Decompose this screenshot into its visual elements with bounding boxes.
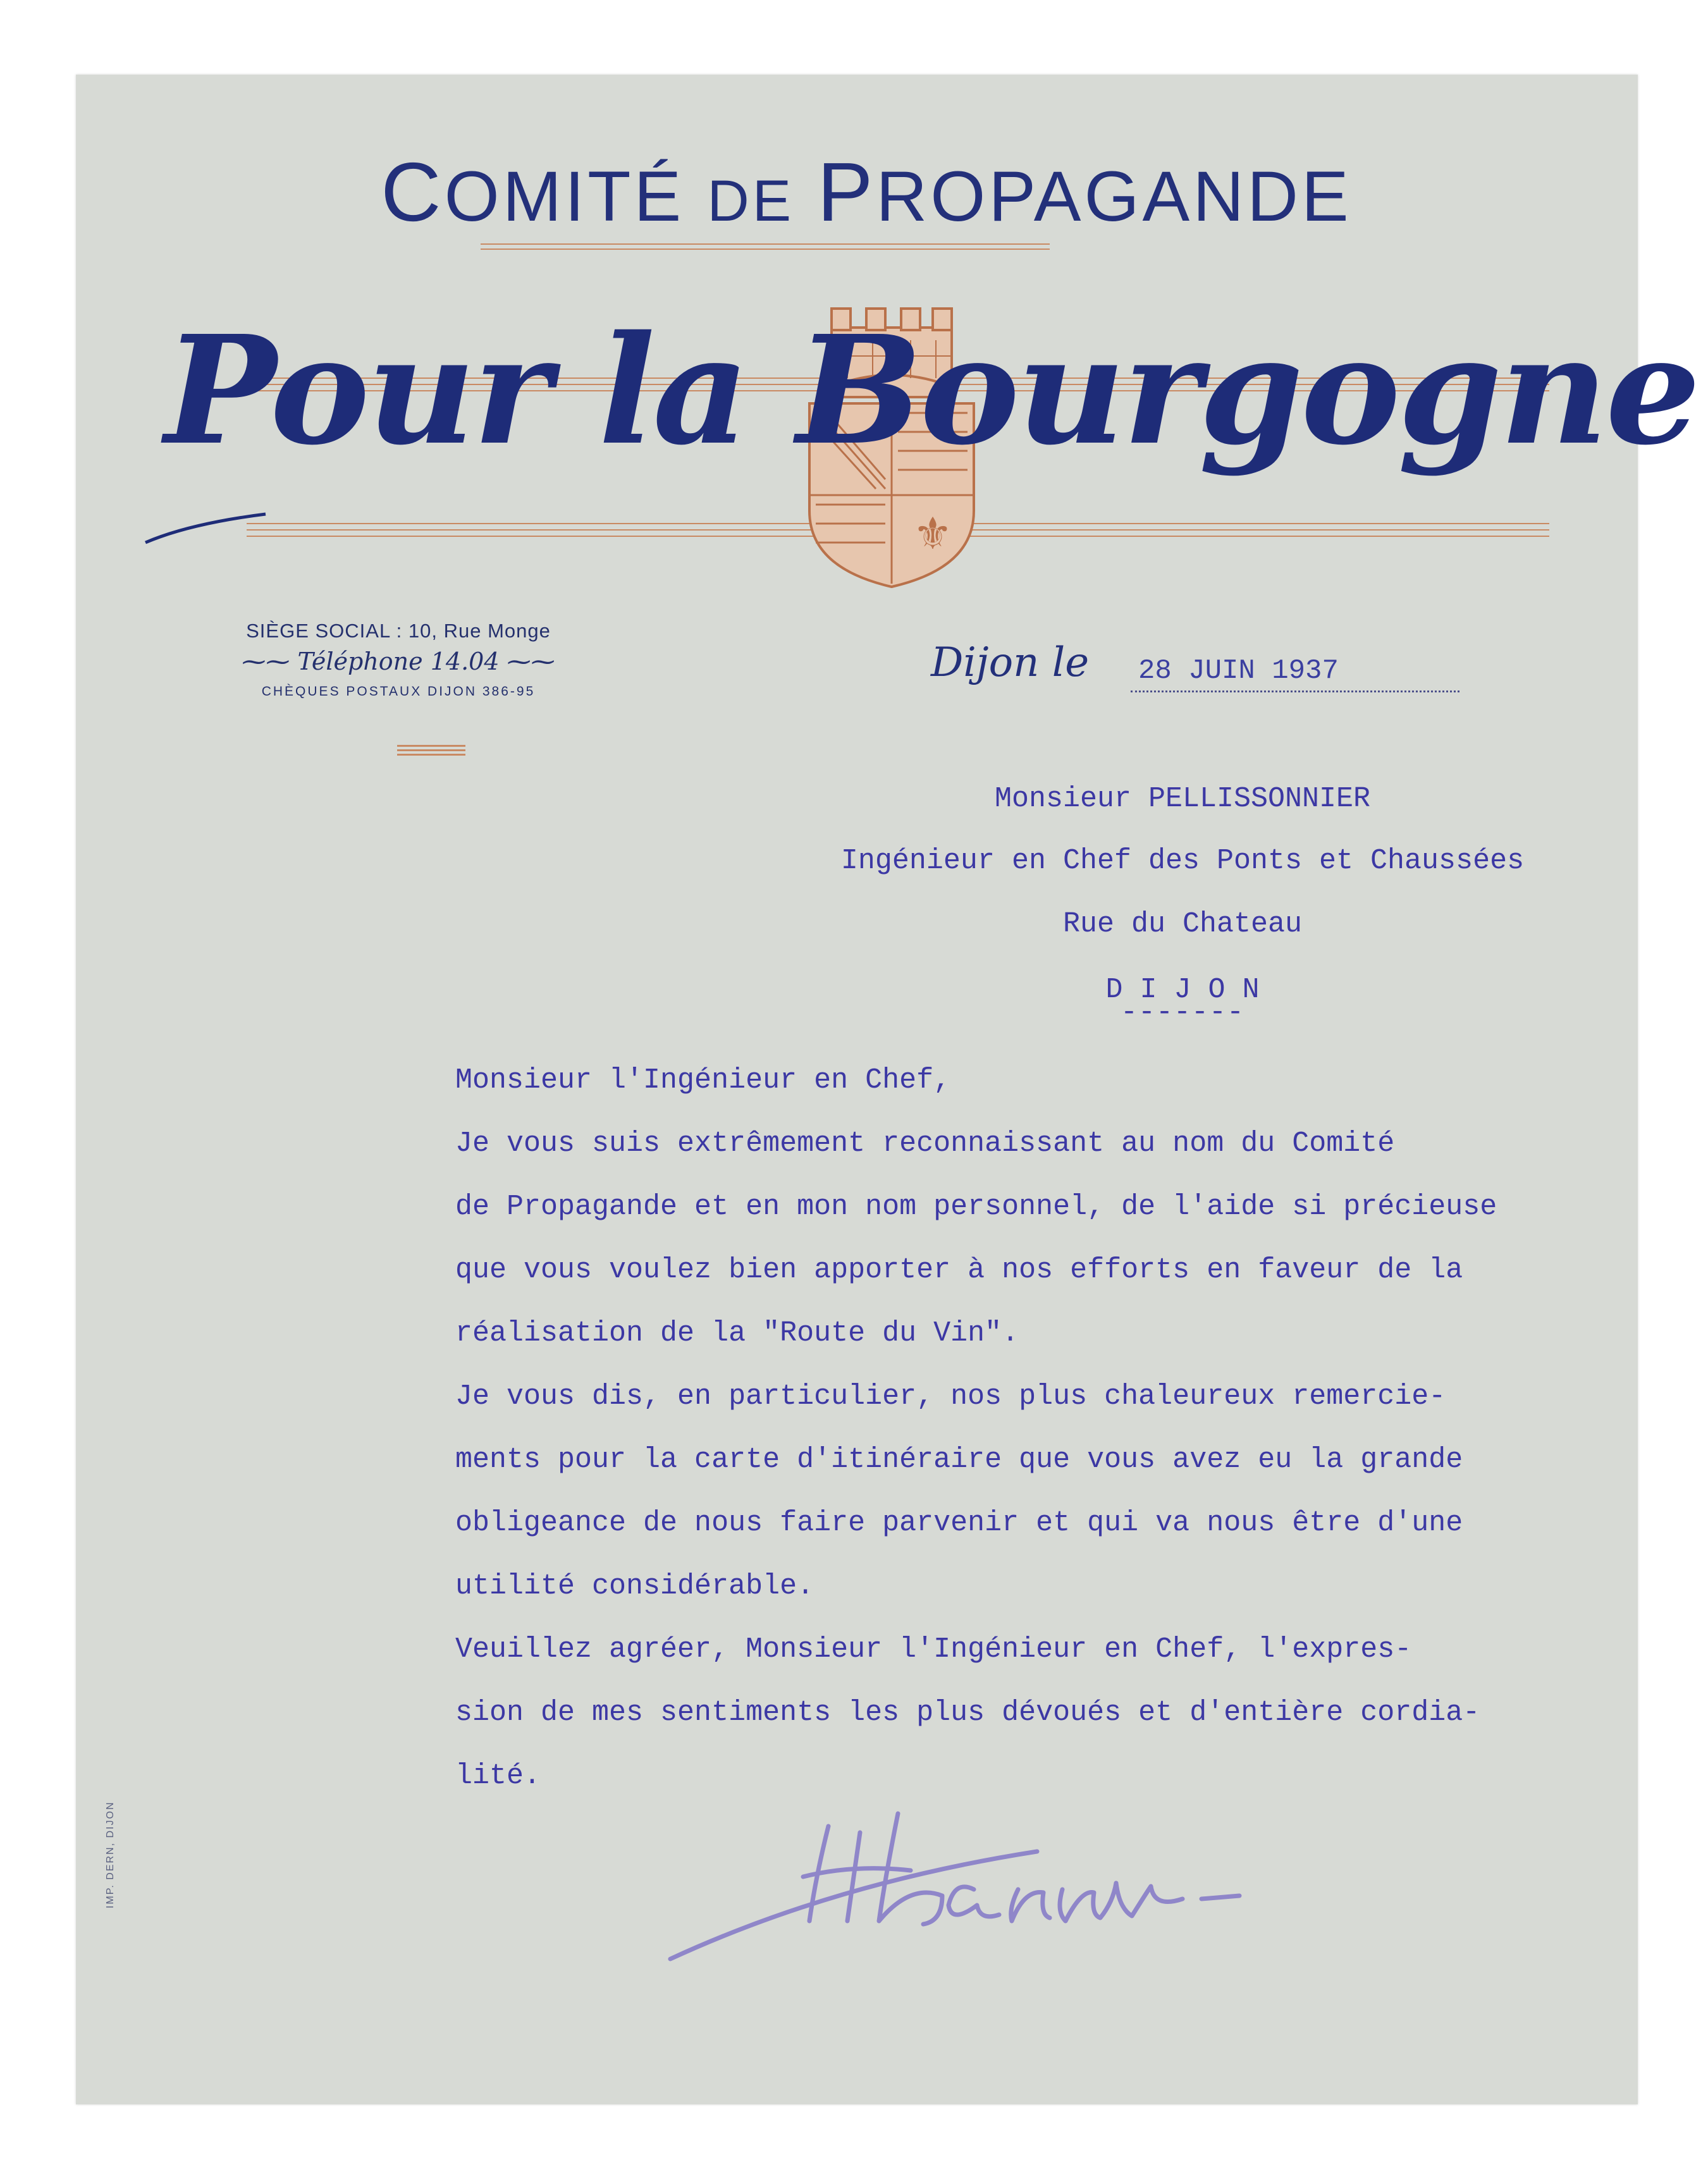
cheques-postaux: CHÈQUES POSTAUX DIJON 386-95 bbox=[261, 684, 536, 699]
recipient-name: Monsieur PELLISSONNIER bbox=[994, 783, 1371, 815]
svg-text:⚜: ⚜ bbox=[912, 508, 953, 560]
body-line: sion de mes sentiments les plus dévoués et d'entière cordia- bbox=[455, 1697, 1480, 1729]
recipient-street: Rue du Chateau bbox=[1062, 908, 1303, 940]
letterhead-script-title: Pour la Bourgogne bbox=[164, 302, 1699, 478]
body-line: lité. bbox=[455, 1760, 541, 1792]
body-line: réalisation de la "Route du Vin". bbox=[455, 1317, 1019, 1349]
orange-mark-ornament bbox=[397, 744, 465, 756]
siege-social-block bbox=[221, 620, 575, 699]
dijon-le-label: Dijon le bbox=[931, 639, 1090, 686]
body-line: Je vous suis extrêmement reconnaissant au nom du Comité bbox=[455, 1127, 1395, 1160]
printer-mark: IMP. DERN, DIJON bbox=[105, 1801, 116, 1908]
body-line: utilité considérable. bbox=[455, 1570, 814, 1602]
letterhead-title: COMITÉ DE PROPAGANDE bbox=[381, 145, 1352, 238]
siege-address: SIÈGE SOCIAL : 10, Rue Monge bbox=[246, 620, 551, 642]
script-swash-ornament bbox=[139, 511, 278, 549]
recipient-city-underline: ------- bbox=[1120, 997, 1245, 1029]
telephone-ornament-left: ⁓⁓ bbox=[242, 648, 298, 675]
body-line: Je vous dis, en particulier, nos plus chaleureux remercie- bbox=[455, 1380, 1446, 1413]
body-line: Veuillez agréer, Monsieur l'Ingénieur en Chef, l'expres- bbox=[455, 1633, 1412, 1666]
body-line: de Propagande et en mon nom personnel, de l'aide si précieuse bbox=[455, 1191, 1497, 1223]
body-line: obligeance de nous faire parvenir et qui va nous être d'une bbox=[455, 1507, 1463, 1539]
letter-date: 28 JUIN 1937 bbox=[1138, 655, 1339, 687]
letter-sheet bbox=[76, 75, 1699, 2104]
handwritten-signature bbox=[645, 1769, 1467, 1972]
recipient-title: Ingénieur en Chef des Ponts et Chaussées bbox=[840, 845, 1525, 877]
date-dotted-line bbox=[1131, 691, 1459, 692]
title-underline-ornament bbox=[481, 240, 1050, 253]
salutation: Monsieur l'Ingénieur en Chef, bbox=[455, 1064, 951, 1096]
body-line: ments pour la carte d'itinéraire que vous avez eu la grande bbox=[455, 1444, 1463, 1476]
telephone-line: ⁓⁓ Téléphone 14.04 ⁓⁓ bbox=[242, 648, 555, 675]
body-line: que vous voulez bien apporter à nos efforts en faveur de la bbox=[455, 1254, 1463, 1286]
recipient-city: D I J O N bbox=[1105, 974, 1260, 1006]
telephone-ornament-right: ⁓⁓ bbox=[499, 648, 555, 675]
